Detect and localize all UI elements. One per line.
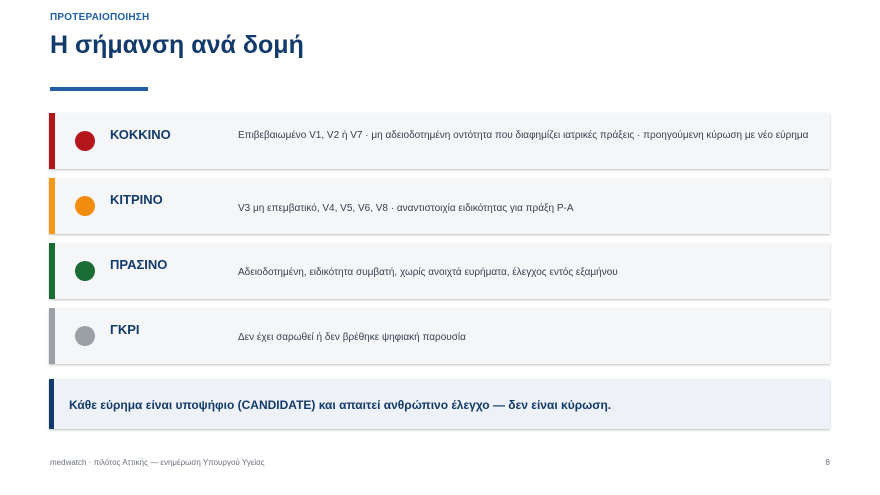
status-card-accent-bar bbox=[49, 178, 55, 234]
status-card-yellow bbox=[49, 178, 830, 234]
green-dot-icon bbox=[75, 261, 95, 281]
red-dot-icon bbox=[75, 131, 95, 151]
status-card-green bbox=[49, 243, 830, 299]
status-card-accent-bar bbox=[49, 308, 55, 364]
callout-note bbox=[49, 379, 830, 429]
status-card-accent-bar bbox=[49, 113, 55, 169]
footer-caption: medwatch · πιλότος Αττικής — ενημέρωση Υπουργού Υγείας bbox=[50, 458, 265, 467]
status-description: Αδειοδοτημένη, ειδικότητα συμβατή, χωρίς ανοιχτά ευρήματα, έλεγχος εντός εξαμήνου bbox=[238, 267, 618, 278]
grey-dot-icon bbox=[75, 326, 95, 346]
status-description: Δεν έχει σαρωθεί ή δεν βρέθηκε ψηφιακή παρουσία bbox=[238, 332, 466, 343]
status-description: Επιβεβαιωμένο V1, V2 ή V7 · μη αδειοδοτημένη οντότητα που διαφημίζει ιατρικές πράξεις · προηγούμενη κύρωση με νέο εύρημα bbox=[238, 130, 809, 141]
status-card-grey bbox=[49, 308, 830, 364]
page-number: 8 bbox=[825, 458, 830, 467]
status-card-red bbox=[49, 113, 830, 169]
status-label: ΓΚΡΙ bbox=[110, 322, 140, 337]
title-underline bbox=[50, 87, 148, 91]
section-eyebrow: ΠΡΟΤΕΡΑΙΟΠΟΙΗΣΗ bbox=[50, 12, 150, 23]
yellow-dot-icon bbox=[75, 196, 95, 216]
status-label: ΠΡΑΣΙΝΟ bbox=[110, 257, 168, 272]
callout-text: Κάθε εύρημα είναι υποψήφιο (CANDIDATE) και απαιτεί ανθρώπινο έλεγχο — δεν είναι κύρωση. bbox=[69, 398, 612, 412]
status-label: ΚΙΤΡΙΝΟ bbox=[110, 192, 163, 207]
status-label: ΚΟΚΚΙΝΟ bbox=[110, 127, 171, 142]
status-description: V3 μη επεμβατικό, V4, V5, V6, V8 · αναντιστοιχία ειδικότητας για πράξη P-A bbox=[238, 203, 574, 214]
status-card-accent-bar bbox=[49, 243, 55, 299]
page-title: Η σήμανση ανά δομή bbox=[50, 31, 304, 59]
callout-accent-bar bbox=[49, 379, 54, 429]
